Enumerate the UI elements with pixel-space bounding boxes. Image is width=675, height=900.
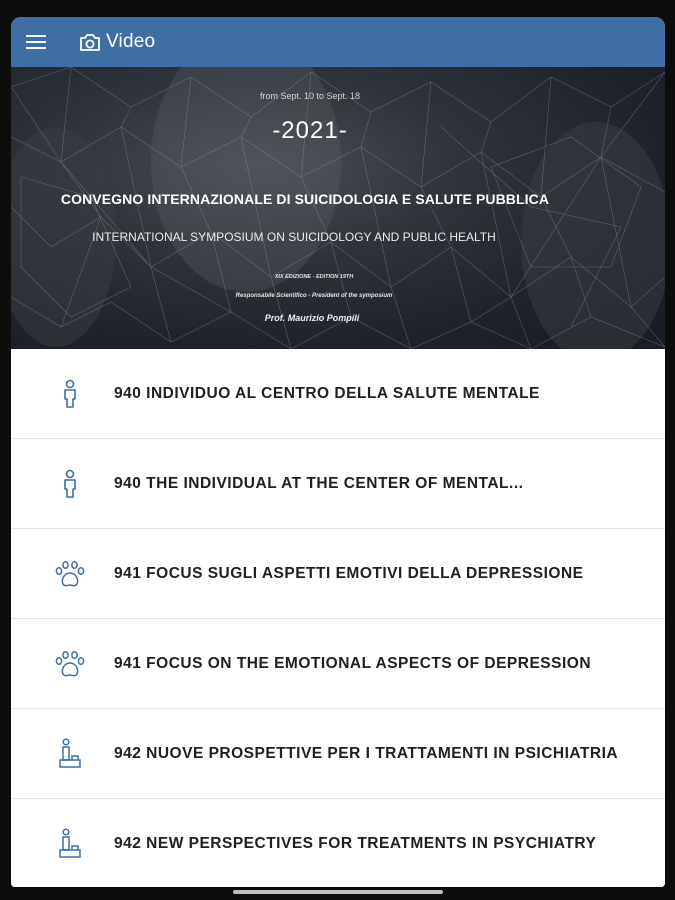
list-item-label: 941 FOCUS SUGLI ASPETTI EMOTIVI DELLA DEPRESSIONE [114, 564, 584, 582]
list-item-label: 942 NEW PERSPECTIVES FOR TREATMENTS IN PSYCHIATRY [114, 834, 597, 852]
list-item-label: 940 THE INDIVIDUAL AT THE CENTER OF MENTAL... [114, 474, 524, 492]
banner-dates: from Sept. 10 to Sept. 18 [259, 91, 361, 101]
banner-responsible: Responsabile Scientifico - President of the symposium [235, 293, 393, 299]
person-icon [51, 467, 89, 501]
person-icon [51, 377, 89, 411]
video-list [11, 349, 665, 887]
paw-icon [51, 647, 89, 681]
menu-icon [26, 34, 46, 50]
list-item-label: 942 NUOVE PROSPETTIVE PER I TRATTAMENTI IN PSICHIATRIA [114, 744, 619, 762]
podium-icon [51, 827, 89, 861]
app-window [11, 17, 665, 887]
list-item[interactable] [11, 799, 665, 887]
list-item[interactable] [11, 529, 665, 619]
banner-title-en: INTERNATIONAL SYMPOSIUM ON SUICIDOLOGY AND PUBLIC HEALTH [92, 230, 496, 244]
list-item[interactable] [11, 349, 665, 439]
banner-president: Prof. Maurizio Pompili [264, 313, 360, 323]
camera-icon [79, 32, 103, 52]
list-item[interactable] [11, 619, 665, 709]
symposium-banner [11, 67, 665, 349]
wireframe-face-graphic [11, 67, 665, 349]
list-item-label: 940 INDIVIDUO AL CENTRO DELLA SALUTE MENTALE [114, 384, 540, 402]
list-item[interactable] [11, 439, 665, 529]
banner-year: -2021- [272, 117, 348, 144]
paw-icon [51, 557, 89, 591]
app-bar [11, 17, 665, 67]
list-item-label: 941 FOCUS ON THE EMOTIONAL ASPECTS OF DEPRESSION [114, 654, 592, 672]
page-title: Video [106, 31, 156, 52]
podium-icon [51, 737, 89, 771]
banner-title-it: CONVEGNO INTERNAZIONALE DI SUICIDOLOGIA E SALUTE PUBBLICA [60, 191, 550, 207]
home-indicator[interactable] [233, 890, 443, 894]
list-item[interactable] [11, 709, 665, 799]
banner-edition: XIX EDIZIONE - EDITION 19TH [274, 274, 354, 280]
menu-button[interactable] [11, 17, 61, 67]
